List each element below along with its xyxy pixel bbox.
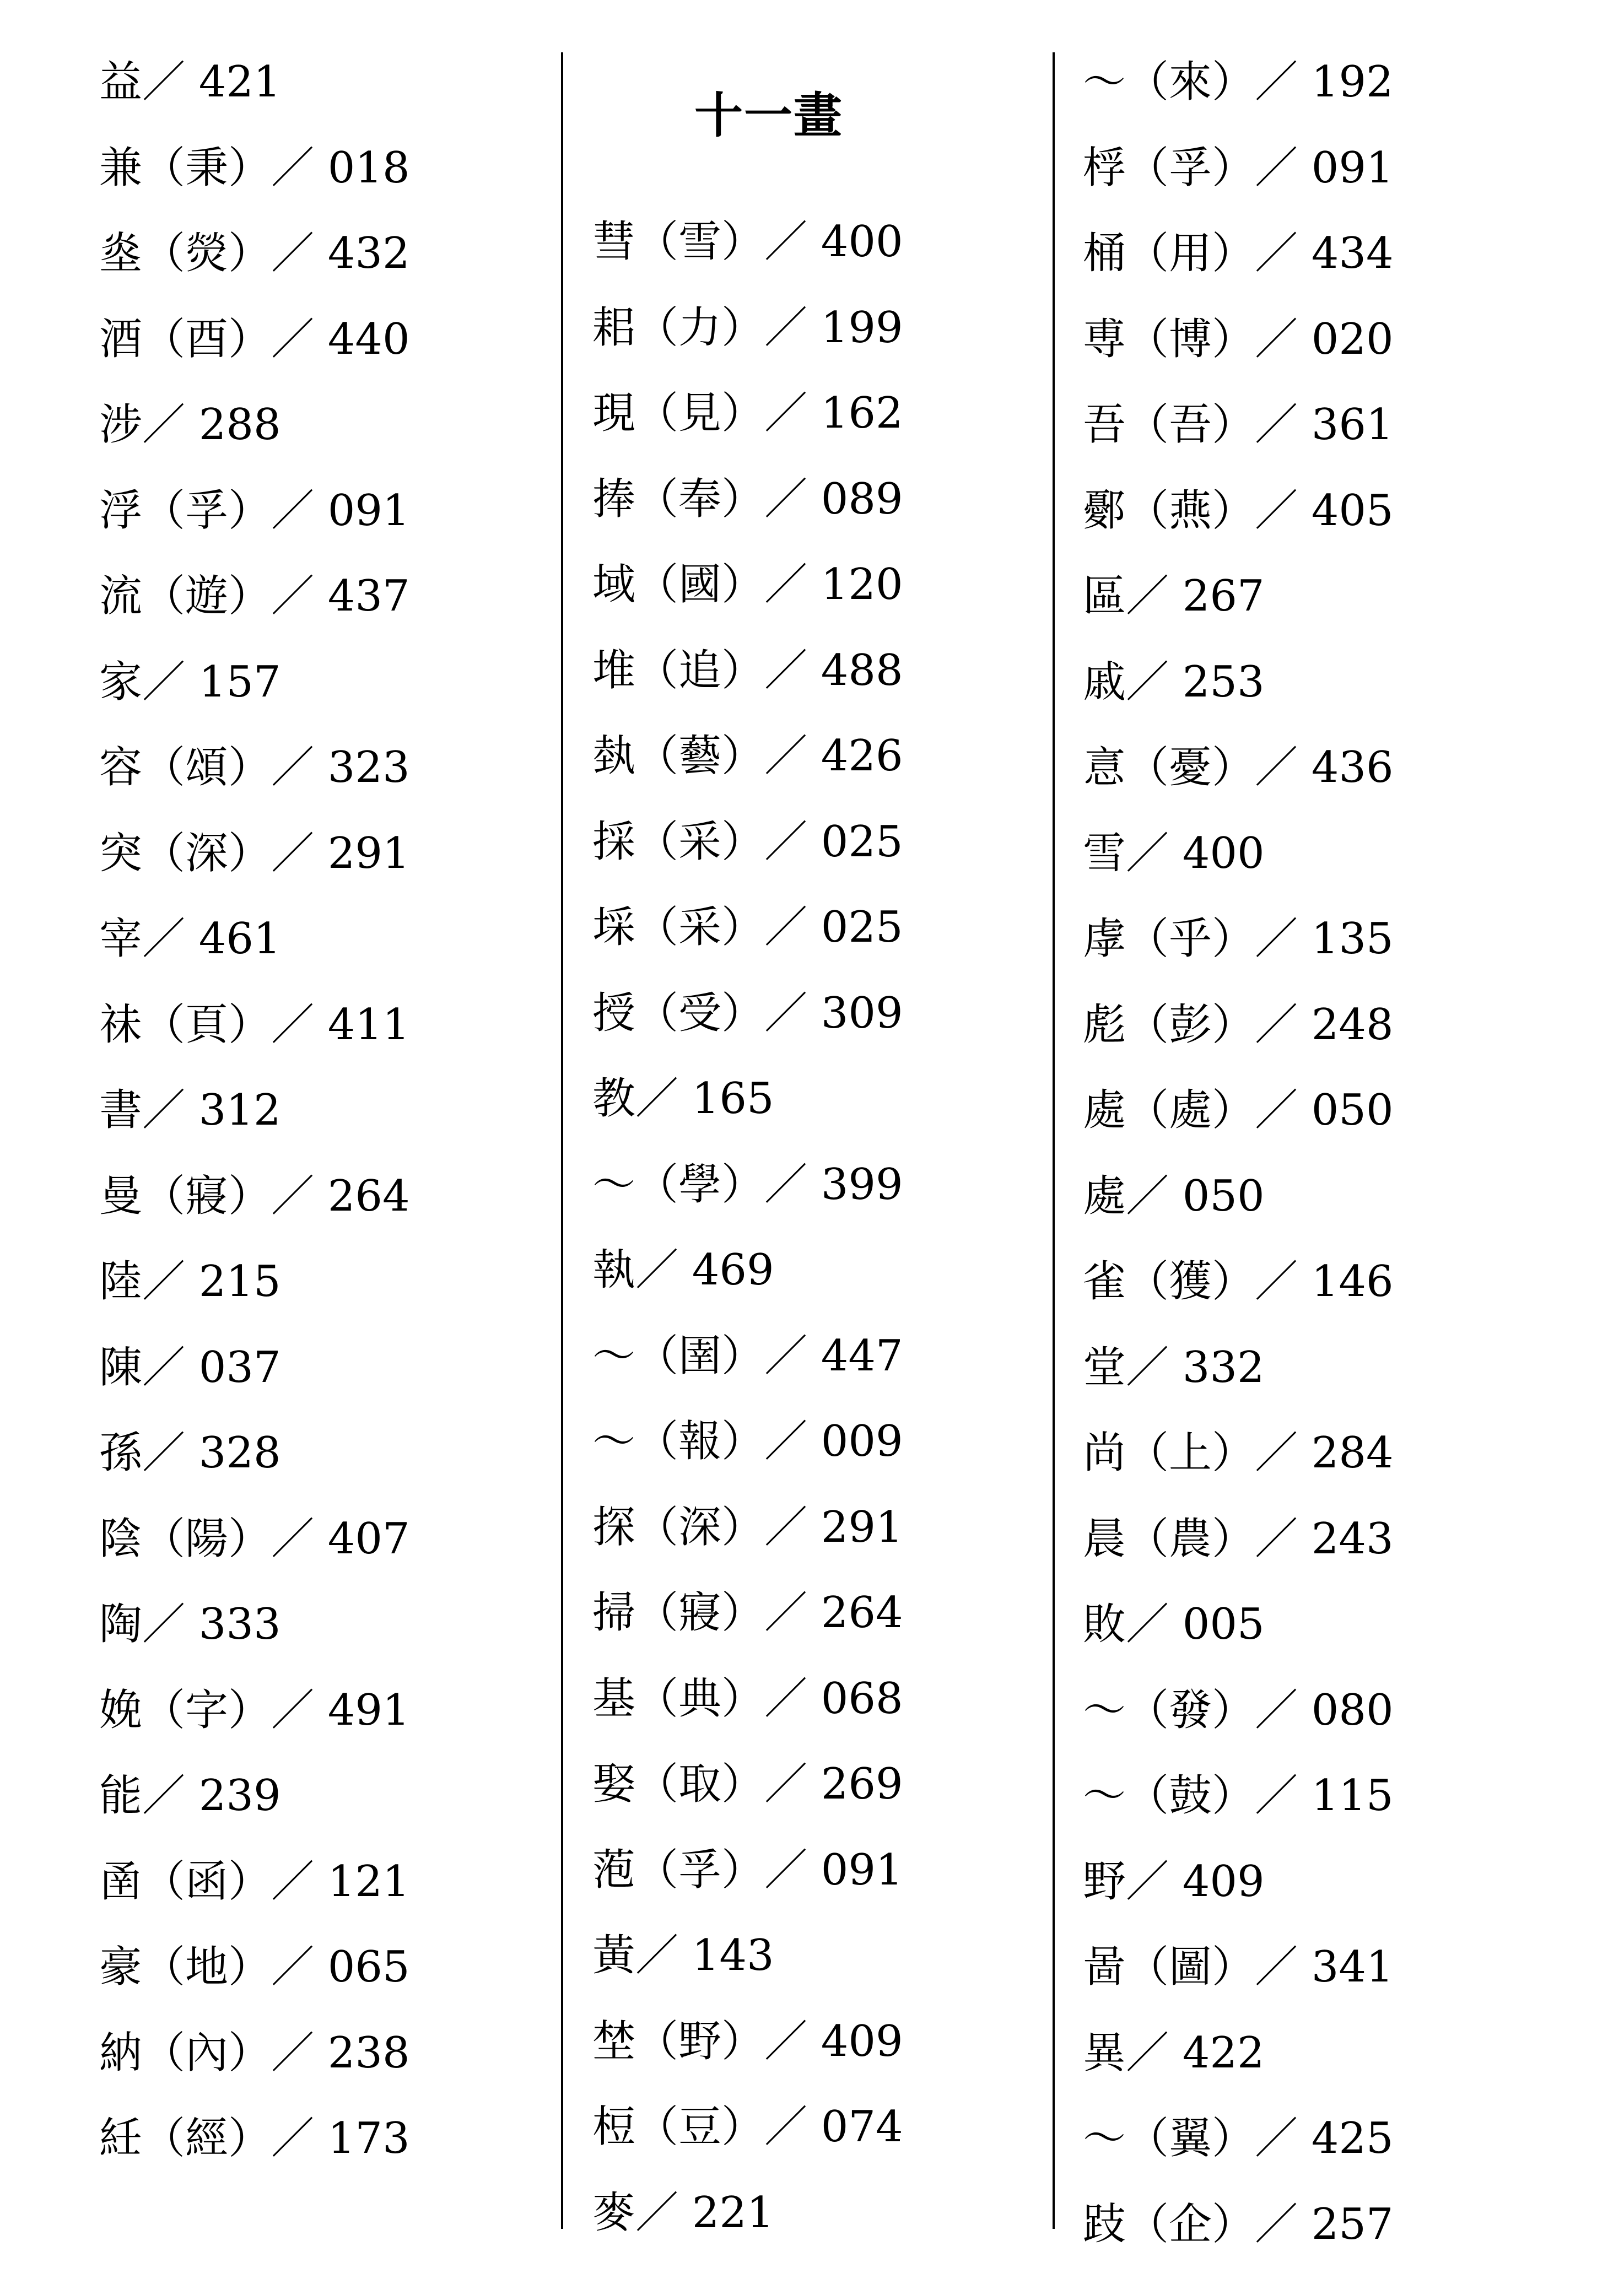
index-entry: 孫／ 328 [99, 1428, 281, 1478]
index-entry: 尃（博）／ 020 [1083, 314, 1394, 364]
index-entry: 尚（上）／ 284 [1083, 1428, 1394, 1478]
index-entry: 現（見）／ 162 [592, 388, 903, 438]
index-entry: 麥／ 221 [592, 2188, 774, 2238]
index-entry: 埶（藝）／ 426 [592, 731, 903, 781]
index-entry: 涉／ 288 [99, 400, 281, 450]
index-entry: 堆（追）／ 488 [592, 645, 903, 695]
index-entry: 書／ 312 [99, 1086, 281, 1135]
index-entry: ～（圉）／ 447 [592, 1331, 903, 1381]
index-entry: ～（翼）／ 425 [1083, 2114, 1394, 2163]
index-entry: 彪（彭）／ 248 [1083, 1000, 1394, 1050]
index-entry: 域（國）／ 120 [592, 560, 903, 609]
index-entry: 萢（孚）／ 091 [592, 1845, 903, 1895]
index-entry: 處（處）／ 050 [1083, 1086, 1394, 1135]
index-entry: 豪（地）／ 065 [99, 1942, 410, 1992]
index-entry: 採（采）／ 025 [592, 817, 903, 867]
index-entry: 曼（寢）／ 264 [99, 1171, 410, 1221]
index-entry: 桶（用）／ 434 [1083, 229, 1394, 278]
index-entry: ～（學）／ 399 [592, 1159, 903, 1209]
index-entry: 桴（孚）／ 091 [1083, 143, 1394, 193]
index-entry: 埰（采）／ 025 [592, 903, 903, 952]
index-entry: 紝（經）／ 173 [99, 2114, 410, 2163]
index-entry: 埜（野）／ 409 [592, 2016, 903, 2066]
index-column-2 [592, 40, 1011, 2256]
index-column-3 [1083, 40, 1502, 2267]
index-entry: 梪（豆）／ 074 [592, 2102, 903, 2152]
index-entry: 納（內）／ 238 [99, 2028, 410, 2078]
index-entry: 容（頌）／ 323 [99, 743, 410, 792]
index-entry: 陰（陽）／ 407 [99, 1514, 410, 1564]
index-entry: 基（典）／ 068 [592, 1673, 903, 1724]
index-entry: 探（深）／ 291 [592, 1502, 903, 1552]
index-entry: 陶／ 333 [99, 1600, 281, 1649]
index-entry: 授（受）／ 309 [592, 988, 903, 1038]
index-entry: 掃（寢）／ 264 [592, 1588, 903, 1638]
index-entry: 處／ 050 [1083, 1171, 1265, 1221]
index-entry: 陸／ 215 [99, 1257, 281, 1306]
index-entry: 啚（圖）／ 341 [1083, 1942, 1394, 1992]
index-entry: 區／ 267 [1083, 571, 1265, 621]
index-entry: 虖（乎）／ 135 [1083, 914, 1394, 964]
index-entry: 教／ 165 [592, 1074, 774, 1124]
index-entry: 吾（吾）／ 361 [1083, 400, 1394, 450]
index-entry: 酒（酉）／ 440 [99, 314, 410, 364]
index-entry: 娶（取）／ 269 [592, 1759, 903, 1809]
index-entry: 兼（秉）／ 018 [99, 143, 410, 193]
index-entry: 捧（奉）／ 089 [592, 474, 903, 524]
index-entry: ～（來）／ 192 [1083, 57, 1394, 107]
index-entry: ～（報）／ 009 [592, 1417, 903, 1466]
index-entry: 異／ 422 [1083, 2028, 1265, 2078]
column-divider [1053, 52, 1055, 2229]
index-entry: 跂（企）／ 257 [1083, 2199, 1394, 2249]
index-entry: ～（發）／ 080 [1083, 1685, 1394, 1735]
index-entry: 家／ 157 [99, 657, 281, 707]
index-entry: 鄾（燕）／ 405 [1083, 485, 1394, 536]
index-entry: 耜（力）／ 199 [592, 303, 903, 353]
index-entry: 雪／ 400 [1083, 828, 1265, 878]
index-entry: 流（遊）／ 437 [99, 571, 410, 621]
index-entry: 野／ 409 [1083, 1856, 1265, 1907]
index-entry: 陳／ 037 [99, 1342, 281, 1392]
column-divider [561, 52, 563, 2229]
index-entry: 悥（憂）／ 436 [1083, 743, 1394, 792]
index-entry: 晨（農）／ 243 [1083, 1514, 1394, 1564]
index-entry: 能／ 239 [99, 1771, 281, 1821]
index-entry: 浮（孚）／ 091 [99, 485, 410, 536]
index-entry: 烾（熒）／ 432 [99, 229, 410, 278]
index-entry: 戚／ 253 [1083, 657, 1265, 707]
index-entry: 執／ 469 [592, 1245, 774, 1295]
index-entry: 雀（獲）／ 146 [1083, 1257, 1394, 1306]
index-entry: 敗／ 005 [1083, 1600, 1265, 1649]
index-entry: 突（深）／ 291 [99, 828, 410, 878]
section-heading: 十一畫 [694, 87, 844, 144]
index-entry: 圅（函）／ 121 [99, 1856, 410, 1907]
index-entry: 祙（頁）／ 411 [99, 1000, 410, 1050]
index-entry: 益／ 421 [99, 57, 281, 107]
index-entry: 娩（字）／ 491 [99, 1685, 410, 1735]
index-column-1 [99, 40, 518, 2182]
index-entry: 宰／ 461 [99, 914, 281, 964]
index-entry: 堂／ 332 [1083, 1342, 1265, 1392]
index-entry: 黃／ 143 [592, 1931, 774, 1980]
index-entry: ～（鼓）／ 115 [1083, 1771, 1394, 1821]
index-entry: 彗（雪）／ 400 [592, 217, 903, 267]
